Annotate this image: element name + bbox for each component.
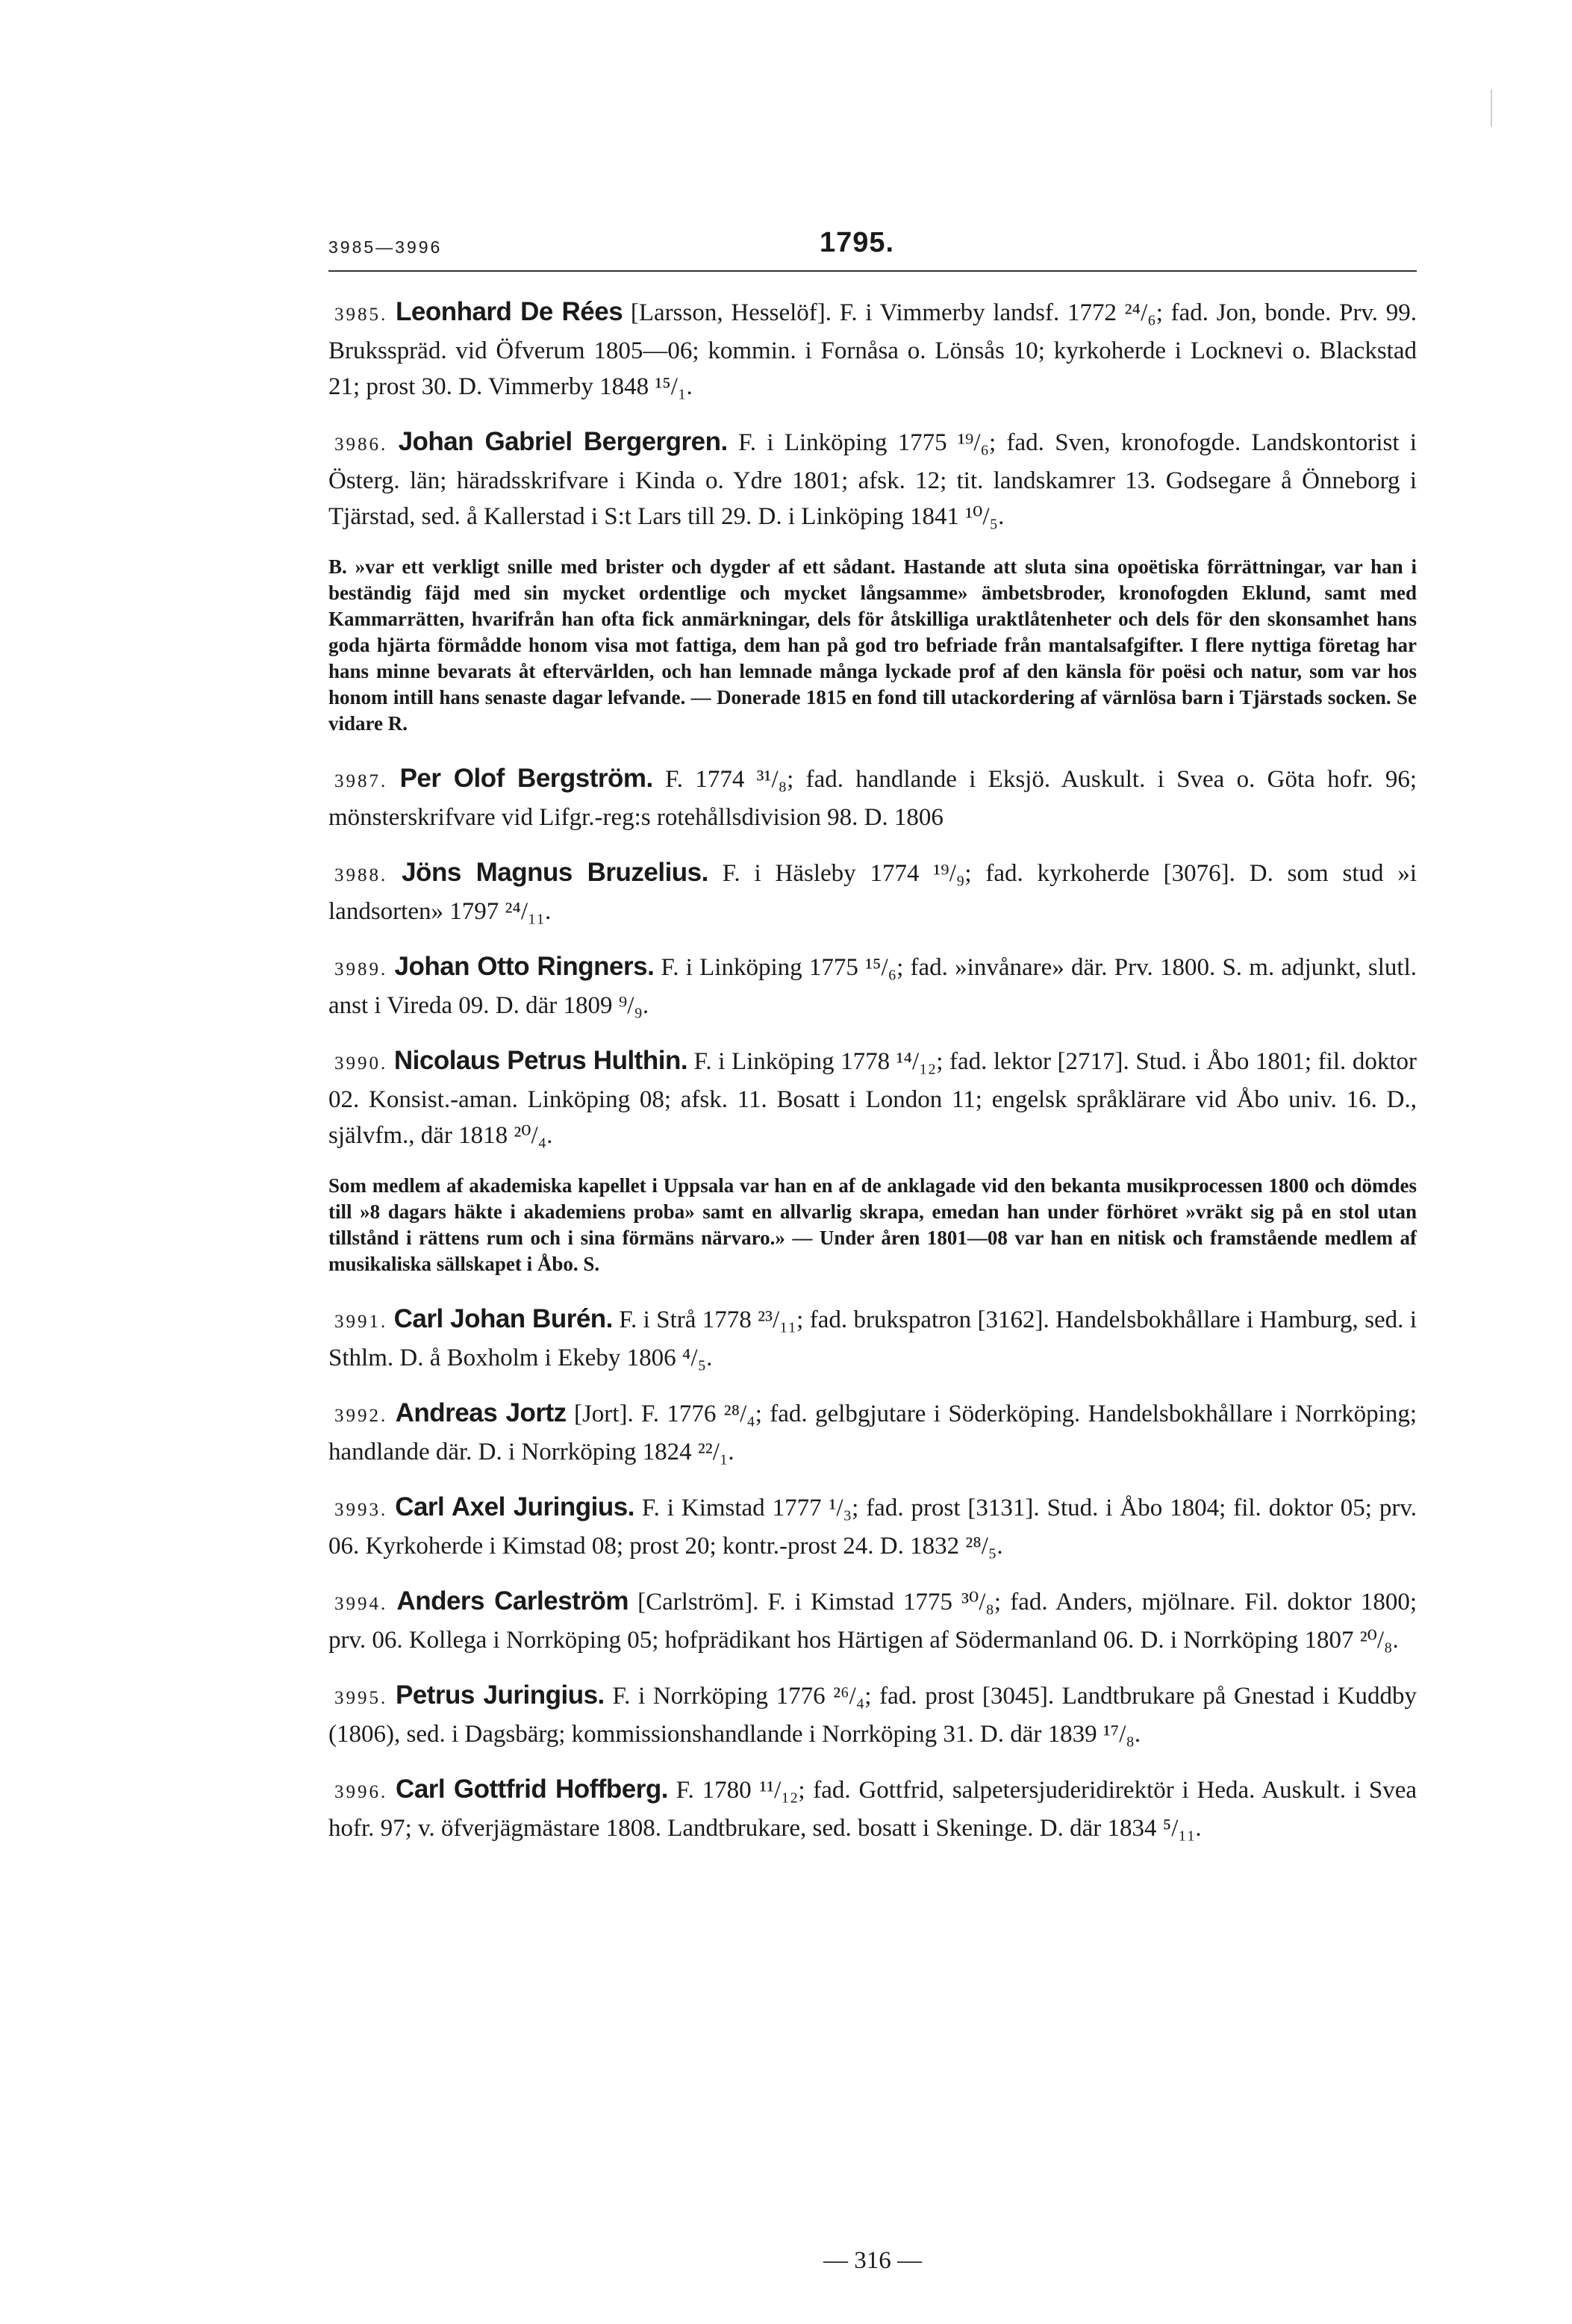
entry-name: Carl Axel Juringius. [395,1492,634,1521]
entry-name: Carl Johan Burén. [393,1304,613,1333]
entry-name: Anders Carleström [396,1586,629,1616]
entry-text: F. 1774 ³¹/₈; fad. handlande i Eksjö. Auskult. i Svea o. Göta hofr. 96; mönsterskrifvare vid Lifgr.-reg:s rotehållsdivision 98. D. 1806 [328,766,1417,831]
entry-text: F. i Norrköping 1776 ²⁶/₄; fad. prost [3045]. Landtbrukare på Gnestad i Kuddby (1806), sed. i Dagsbärg; kommissionshandlande i Norrköping 31. D. där 1839 ¹⁷/₈. [328,1683,1417,1748]
entry-3991 [328,1301,1417,1376]
entry-3994 [328,1583,1417,1658]
entry-3988 [328,855,1417,929]
entry-number: 3991. [334,1312,388,1332]
entry-3995 [328,1677,1417,1752]
entry-3993 [328,1489,1417,1564]
entry-name: Per Olof Bergström. [399,764,653,793]
entry-number: 3987. [334,771,388,791]
page [328,224,1417,2274]
entry-3985 [328,294,1417,405]
entry-number: 3995. [334,1688,388,1708]
entry-text: F. 1780 ¹¹/₁₂; fad. Gottfrid, salpetersjuderidirektör i Heda. Auskult. i Svea hofr. 97; v. öfverjägmästare 1808. Landtbrukare, sed. bosatt i Skeninge. D. där 1834 ⁵/₁₁. [328,1777,1417,1842]
entry-text: F. i Strå 1778 ²³/₁₁; fad. brukspatron [3162]. Handelsbokhållare i Hamburg, sed. i Sthlm. D. å Boxholm i Ekeby 1806 ⁴/₅. [328,1306,1417,1371]
entry-text: [Carlström]. F. i Kimstad 1775 ³⁰/₈; fad. Anders, mjölnare. Fil. doktor 1800; prv. 06. Kollega i Norrköping 05; hofprädikant hos Härtigen af Södermanland 06. D. i Norrköping 1807 ²⁰/₈. [328,1589,1417,1654]
entry-name: Jöns Magnus Bruzelius. [402,858,708,887]
entry-number: 3993. [334,1500,388,1520]
entry-name: Johan Gabriel Bergergren. [398,427,728,456]
entry-name: Leonhard De Rées [395,297,623,326]
entry-3992 [328,1395,1417,1470]
entry-number: 3992. [334,1406,388,1426]
entry-number: 3990. [334,1053,388,1074]
entry-3996 [328,1772,1417,1846]
header-rule [328,270,1417,272]
entry-note: Som medlem af akademiska kapellet i Uppsala var han en af de anklagade vid den bekanta musikprocessen 1800 och dömdes till »8 dagars häkte i akademiens proba» samt en allvarlig skrapa, emedan han under förhöret »vräkt sig på en stol utan tillstånd i rättens rum och i sina förmäns närvaro.» — Under åren 1801—08 var han en nitisk och framstående medlem af musikaliska sällskapet i Åbo. S. [328,1174,1417,1275]
entry-number: 3996. [334,1782,388,1802]
entry-text: F. i Linköping 1778 ¹⁴/₁₂; fad. lektor [2717]. Stud. i Åbo 1801; fil. doktor 02. Konsist.-aman. Linköping 08; afsk. 11. Bosatt i London 11; engelsk språklärare vid Åbo univ. 16. D., självfm., där 1818 ²⁰/₄. [328,1048,1417,1149]
entry-3990 [328,1043,1417,1153]
margin-mark [1491,90,1492,127]
entry-number: 3986. [334,434,388,455]
entry-name: Nicolaus Petrus Hulthin. [393,1046,688,1075]
entry-number: 3989. [334,959,388,979]
entry-text: F. i Kimstad 1777 ¹/₃; fad. prost [3131]. Stud. i Åbo 1804; fil. doktor 05; prv. 06. Kyrkoherde i Kimstad 08; prost 20; kontr.-prost 24. D. 1832 ²⁸/₅. [328,1495,1417,1560]
entry-3989 [328,949,1417,1024]
page-header [328,224,1417,270]
entry-name: Johan Otto Ringners. [394,952,655,981]
entry-text: [Jort]. F. 1776 ²⁸/₄; fad. gelbgjutare i Söderköping. Handelsbokhållare i Norrköping; handlande där. D. i Norrköping 1824 ²²/₁. [328,1401,1417,1465]
entry-number: 3994. [334,1594,388,1614]
entry-number: 3988. [334,865,388,885]
entry-3987 [328,761,1417,835]
entry-name: Carl Gottfrid Hoffberg. [396,1775,669,1804]
year-heading: 1795. [820,227,895,258]
entry-range: 3985—3996 [328,237,443,257]
entry-text: [Larsson, Hesselöf]. F. i Vimmerby landsf. 1772 ²⁴/₆; fad. Jon, bonde. Prv. 99. Bruksspräd. vid Öfverum 1805—06; kommin. i Fornåsa o. Lönsås 10; kyrkoherde i Locknevi o. Blackstad 21; prost 30. D. Vimmerby 1848 ¹⁵/₁. [328,299,1417,400]
entry-text: F. i Linköping 1775 ¹⁹/₆; fad. Sven, kronofogde. Landskontorist i Österg. län; häradsskrifvare i Kinda o. Ydre 1801; afsk. 12; tit. landskamrer 13. Godsegare å Önneborg i Tjärstad, sed. å Kallerstad i S:t Lars till 29. D. i Linköping 1841 ¹⁰/₅. [328,429,1417,530]
entry-note: B. »var ett verkligt snille med brister och dygder af ett sådant. Hastande att sluta sina opoëtiska förrättningar, var han i beständig fäjd med sin mycket ordentlige och mycket långsamme» ämbetsbroder, kronofogden Eklund, samt med Kammarrätten, hvarifrån han ofta fick anmärkningar, dels för åtskilliga uraktlåtenheter och dels för den skonsamhet hans goda hjärta förmådde honom visa mot fattiga, dem han på god tro befriade från mantalsafgifter. I flere nyttiga företag har hans minne bevarats åt eftervärlden, och han lemnade många lyckade prof af den känsla för poësi och natur, som var hos honom intill hans senaste dagar lefvande. — Donerade 1815 en fond till utackordering af värnlösa barn i Tjärstads socken. Se vidare R. [328,555,1417,735]
entry-text: F. i Häsleby 1774 ¹⁹/₉; fad. kyrkoherde [3076]. D. som stud »i landsorten» 1797 ²⁴/₁₁. [328,860,1417,925]
entry-text: F. i Linköping 1775 ¹⁵/₆; fad. »invånare» där. Prv. 1800. S. m. adjunkt, slutl. anst i Vireda 09. D. där 1809 ⁹/₉. [328,954,1417,1019]
entry-3986 [328,424,1417,535]
entry-number: 3985. [334,305,388,325]
entry-name: Petrus Juringius. [395,1680,605,1710]
entry-name: Andreas Jortz [395,1398,567,1427]
page-number: — 316 — [823,2247,922,2274]
